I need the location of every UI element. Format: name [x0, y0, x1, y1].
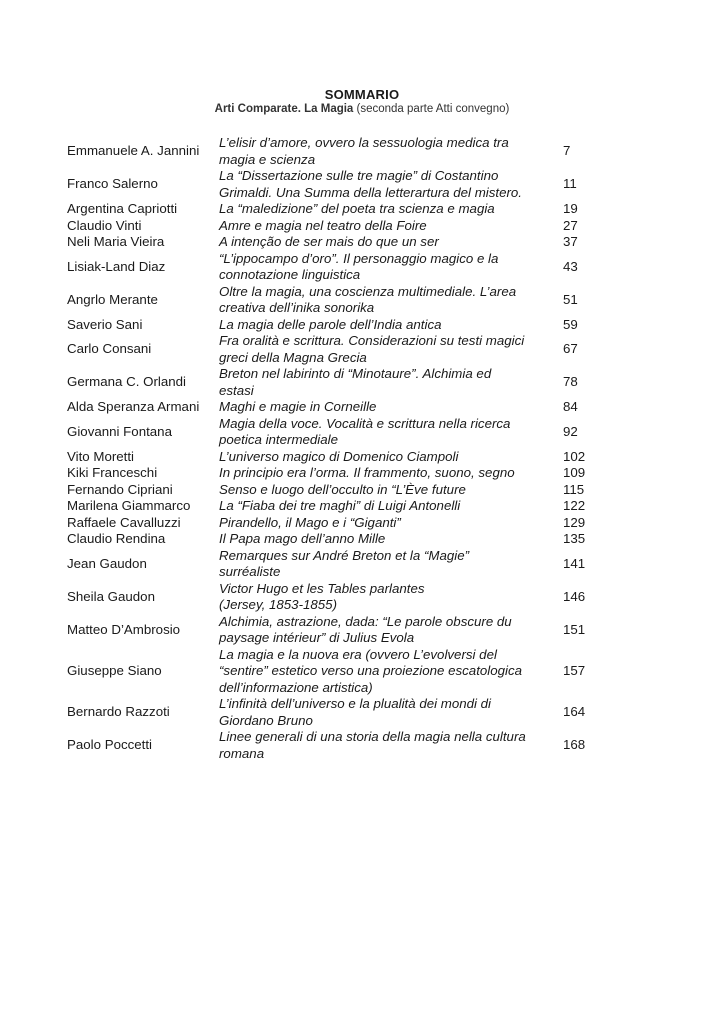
entry-title-line: Pirandello, il Mago e i “Giganti” — [219, 514, 401, 530]
entry-title-line: paysage intérieur” di Julius Evola — [219, 630, 415, 645]
entry-page-number: 11 — [563, 176, 577, 192]
entry-page-number: 141 — [563, 555, 586, 571]
entry-author: Lisiak-Land Diaz — [67, 258, 166, 274]
entry-author: Raffaele Cavalluzzi — [67, 514, 181, 530]
entry-title-line: Grimaldi. Una Summa della letterartura del mistero. — [219, 184, 522, 200]
toc-entry — [67, 449, 597, 466]
entry-page-number: 129 — [563, 514, 586, 530]
entry-author: Franco Salerno — [67, 176, 158, 192]
entry-title — [217, 515, 559, 532]
entry-title — [217, 531, 559, 548]
entry-title — [217, 416, 559, 449]
entry-author: Argentina Capriotti — [67, 201, 178, 216]
entry-page-number: 109 — [563, 465, 586, 480]
entry-page-number: 43 — [563, 258, 578, 274]
entry-title-line: In principio era l’orma. Il frammento, suono, segno — [219, 465, 515, 480]
toc-entry — [67, 614, 597, 647]
toc-entry — [67, 284, 597, 317]
entry-title — [217, 218, 559, 235]
toc-entry — [67, 498, 597, 515]
entry-title-line: Magia della voce. Vocalità e scrittura nella ricerca — [219, 415, 511, 431]
entry-title — [217, 317, 559, 334]
toc-entry — [67, 729, 597, 762]
entry-author: Vito Moretti — [67, 448, 135, 464]
entry-title-line: Senso e luogo dell’occulto in “L’Ève future — [219, 481, 466, 497]
toc-entry — [67, 317, 597, 334]
entry-author: Angrlo Merante — [67, 291, 158, 307]
toc-entry — [67, 465, 597, 482]
entry-title — [217, 614, 559, 647]
entry-title — [217, 696, 559, 729]
entry-author: Claudio Vinti — [67, 217, 142, 233]
toc-entry — [67, 333, 597, 366]
entry-author: Giuseppe Siano — [67, 663, 162, 678]
entry-title-line: romana — [219, 745, 265, 761]
entry-title — [217, 284, 559, 317]
entry-page-number: 51 — [563, 291, 578, 307]
entry-title-line: “L’ippocampo d’oro”. Il personaggio magico e la — [219, 250, 499, 266]
entry-page-number: 59 — [563, 316, 578, 332]
entry-author: Germana C. Orlandi — [67, 374, 186, 390]
entry-title — [217, 399, 559, 416]
toc-entry — [67, 647, 597, 697]
entry-title-line: La “Fiaba dei tre maghi” di Luigi Antonelli — [219, 498, 461, 513]
toc-entry — [67, 416, 597, 449]
entry-author: Carlo Consani — [67, 341, 152, 357]
toc-entry — [67, 515, 597, 532]
entry-title — [217, 581, 559, 614]
entry-author: Marilena Giammarco — [67, 498, 191, 513]
entry-title-line: “sentire” estetico verso una proiezione escatologica — [219, 663, 523, 678]
entry-page-number: 122 — [563, 498, 586, 513]
entry-title-line: Remarques sur André Breton et la “Magie” — [219, 547, 470, 563]
entry-page-number: 78 — [563, 374, 578, 390]
entry-title-line: estasi — [219, 382, 254, 398]
entry-page-number: 135 — [563, 531, 586, 546]
entry-page-number: 19 — [563, 201, 578, 216]
entry-title-line: L’universo magico di Domenico Ciampoli — [219, 448, 459, 464]
entry-title-line: Giordano Bruno — [219, 712, 313, 728]
entry-page-number: 27 — [563, 217, 578, 233]
entry-author: Bernardo Razzoti — [67, 704, 170, 720]
entry-title-line: dell’informazione artistica) — [219, 679, 373, 695]
entry-page-number: 67 — [563, 341, 578, 357]
page-title: SOMMARIO — [324, 87, 400, 102]
toc-entry — [67, 696, 597, 729]
entry-title-line: Linee generali di una storia della magia nella cultura — [219, 729, 526, 744]
entry-title-line: (Jersey, 1853-1855) — [219, 597, 338, 612]
toc-body — [67, 135, 597, 762]
entry-author: Jean Gaudon — [67, 555, 147, 571]
entry-title — [217, 465, 559, 482]
entry-title-line: surréaliste — [219, 564, 281, 579]
entry-title-line: Oltre la magia, una coscienza multimediale. L’area — [219, 283, 517, 299]
entry-title-line: Alchimia, astrazione, dada: “Le parole obscure du — [219, 613, 512, 629]
entry-title-line: creativa dell’inika sonorika — [219, 300, 375, 315]
subtitle-note: (seconda parte Atti convegno) — [353, 103, 510, 115]
entry-title-line: Maghi e magie in Corneille — [219, 399, 377, 414]
entry-author: Emmanuele A. Jannini — [67, 143, 200, 159]
entry-title — [217, 366, 559, 399]
page-subtitle — [0, 103, 724, 115]
entry-title-line: La “Dissertazione sulle tre magie” di Costantino — [219, 168, 499, 183]
entry-author: Saverio Sani — [67, 316, 143, 332]
toc-entry — [67, 168, 597, 201]
entry-author: Fernando Cipriani — [67, 481, 173, 497]
entry-title — [217, 647, 559, 697]
entry-page-number: 7 — [563, 143, 571, 159]
toc-entry — [67, 548, 597, 581]
subtitle-strong: Arti Comparate. La Magia — [214, 103, 354, 115]
entry-page-number: 157 — [563, 663, 586, 678]
entry-author: Neli Maria Vieira — [67, 234, 165, 249]
entry-title — [217, 449, 559, 466]
entry-page-number: 92 — [563, 423, 578, 439]
entry-page-number: 168 — [563, 737, 586, 753]
entry-page-number: 115 — [563, 481, 585, 497]
entry-author: Alda Speranza Armani — [67, 399, 200, 414]
entry-title — [217, 201, 559, 218]
entry-page-number: 37 — [563, 234, 578, 249]
entry-title-line: Il Papa mago dell’anno Mille — [219, 531, 386, 546]
entry-author: Paolo Poccetti — [67, 737, 153, 753]
entry-title — [217, 482, 559, 499]
toc-entry — [67, 482, 597, 499]
entry-author: Giovanni Fontana — [67, 423, 172, 439]
entry-title — [217, 234, 559, 251]
table-of-contents — [67, 135, 597, 762]
entry-title — [217, 251, 559, 284]
toc-entry — [67, 201, 597, 218]
entry-author: Kiki Franceschi — [67, 465, 158, 480]
toc-entry — [67, 234, 597, 251]
entry-author: Matteo D’Ambrosio — [67, 621, 181, 637]
entry-title-line: Amre e magia nel teatro della Foire — [219, 217, 427, 233]
entry-page-number: 102 — [563, 448, 586, 464]
entry-title — [217, 333, 559, 366]
entry-title-line: La “maledizione” del poeta tra scienza e magia — [219, 201, 495, 216]
entry-page-number: 151 — [563, 621, 586, 637]
entry-title-line: Fra oralità e scrittura. Considerazioni su testi magici — [219, 333, 525, 348]
entry-page-number: 146 — [563, 588, 586, 604]
entry-title-line: A intenção de ser mais do que un ser — [219, 234, 439, 249]
toc-entry — [67, 251, 597, 284]
toc-entry — [67, 399, 597, 416]
entry-title — [217, 168, 559, 201]
entry-title-line: La magia delle parole dell’India antica — [219, 316, 442, 332]
toc-entry — [67, 135, 597, 168]
entry-title-line: poetica intermediale — [219, 432, 339, 447]
entry-title-line: magia e scienza — [219, 151, 316, 167]
toc-entry — [67, 366, 597, 399]
entry-title-line: Victor Hugo et les Tables parlantes — [219, 580, 425, 596]
entry-title — [217, 135, 559, 168]
entry-title-line: La magia e la nuova era (ovvero L’evolversi del — [219, 646, 497, 662]
entry-title-line: L’elisir d’amore, ovvero la sessuologia medica tra — [219, 135, 509, 150]
entry-title-line: L’infinità dell’universo e la plualità dei mondi di — [219, 696, 492, 711]
toc-entry — [67, 531, 597, 548]
entry-title — [217, 548, 559, 581]
entry-title — [217, 729, 559, 762]
entry-page-number: 164 — [563, 704, 586, 720]
entry-author: Claudio Rendina — [67, 531, 166, 546]
entry-title-line: greci della Magna Grecia — [219, 349, 367, 365]
toc-entry — [67, 218, 597, 235]
entry-title-line: connotazione linguistica — [219, 267, 361, 282]
entry-title-line: Breton nel labirinto di “Minotaure”. Alchimia ed — [219, 366, 492, 381]
toc-entry — [67, 581, 597, 614]
entry-page-number: 84 — [563, 399, 578, 414]
entry-author: Sheila Gaudon — [67, 588, 155, 604]
entry-title — [217, 498, 559, 515]
